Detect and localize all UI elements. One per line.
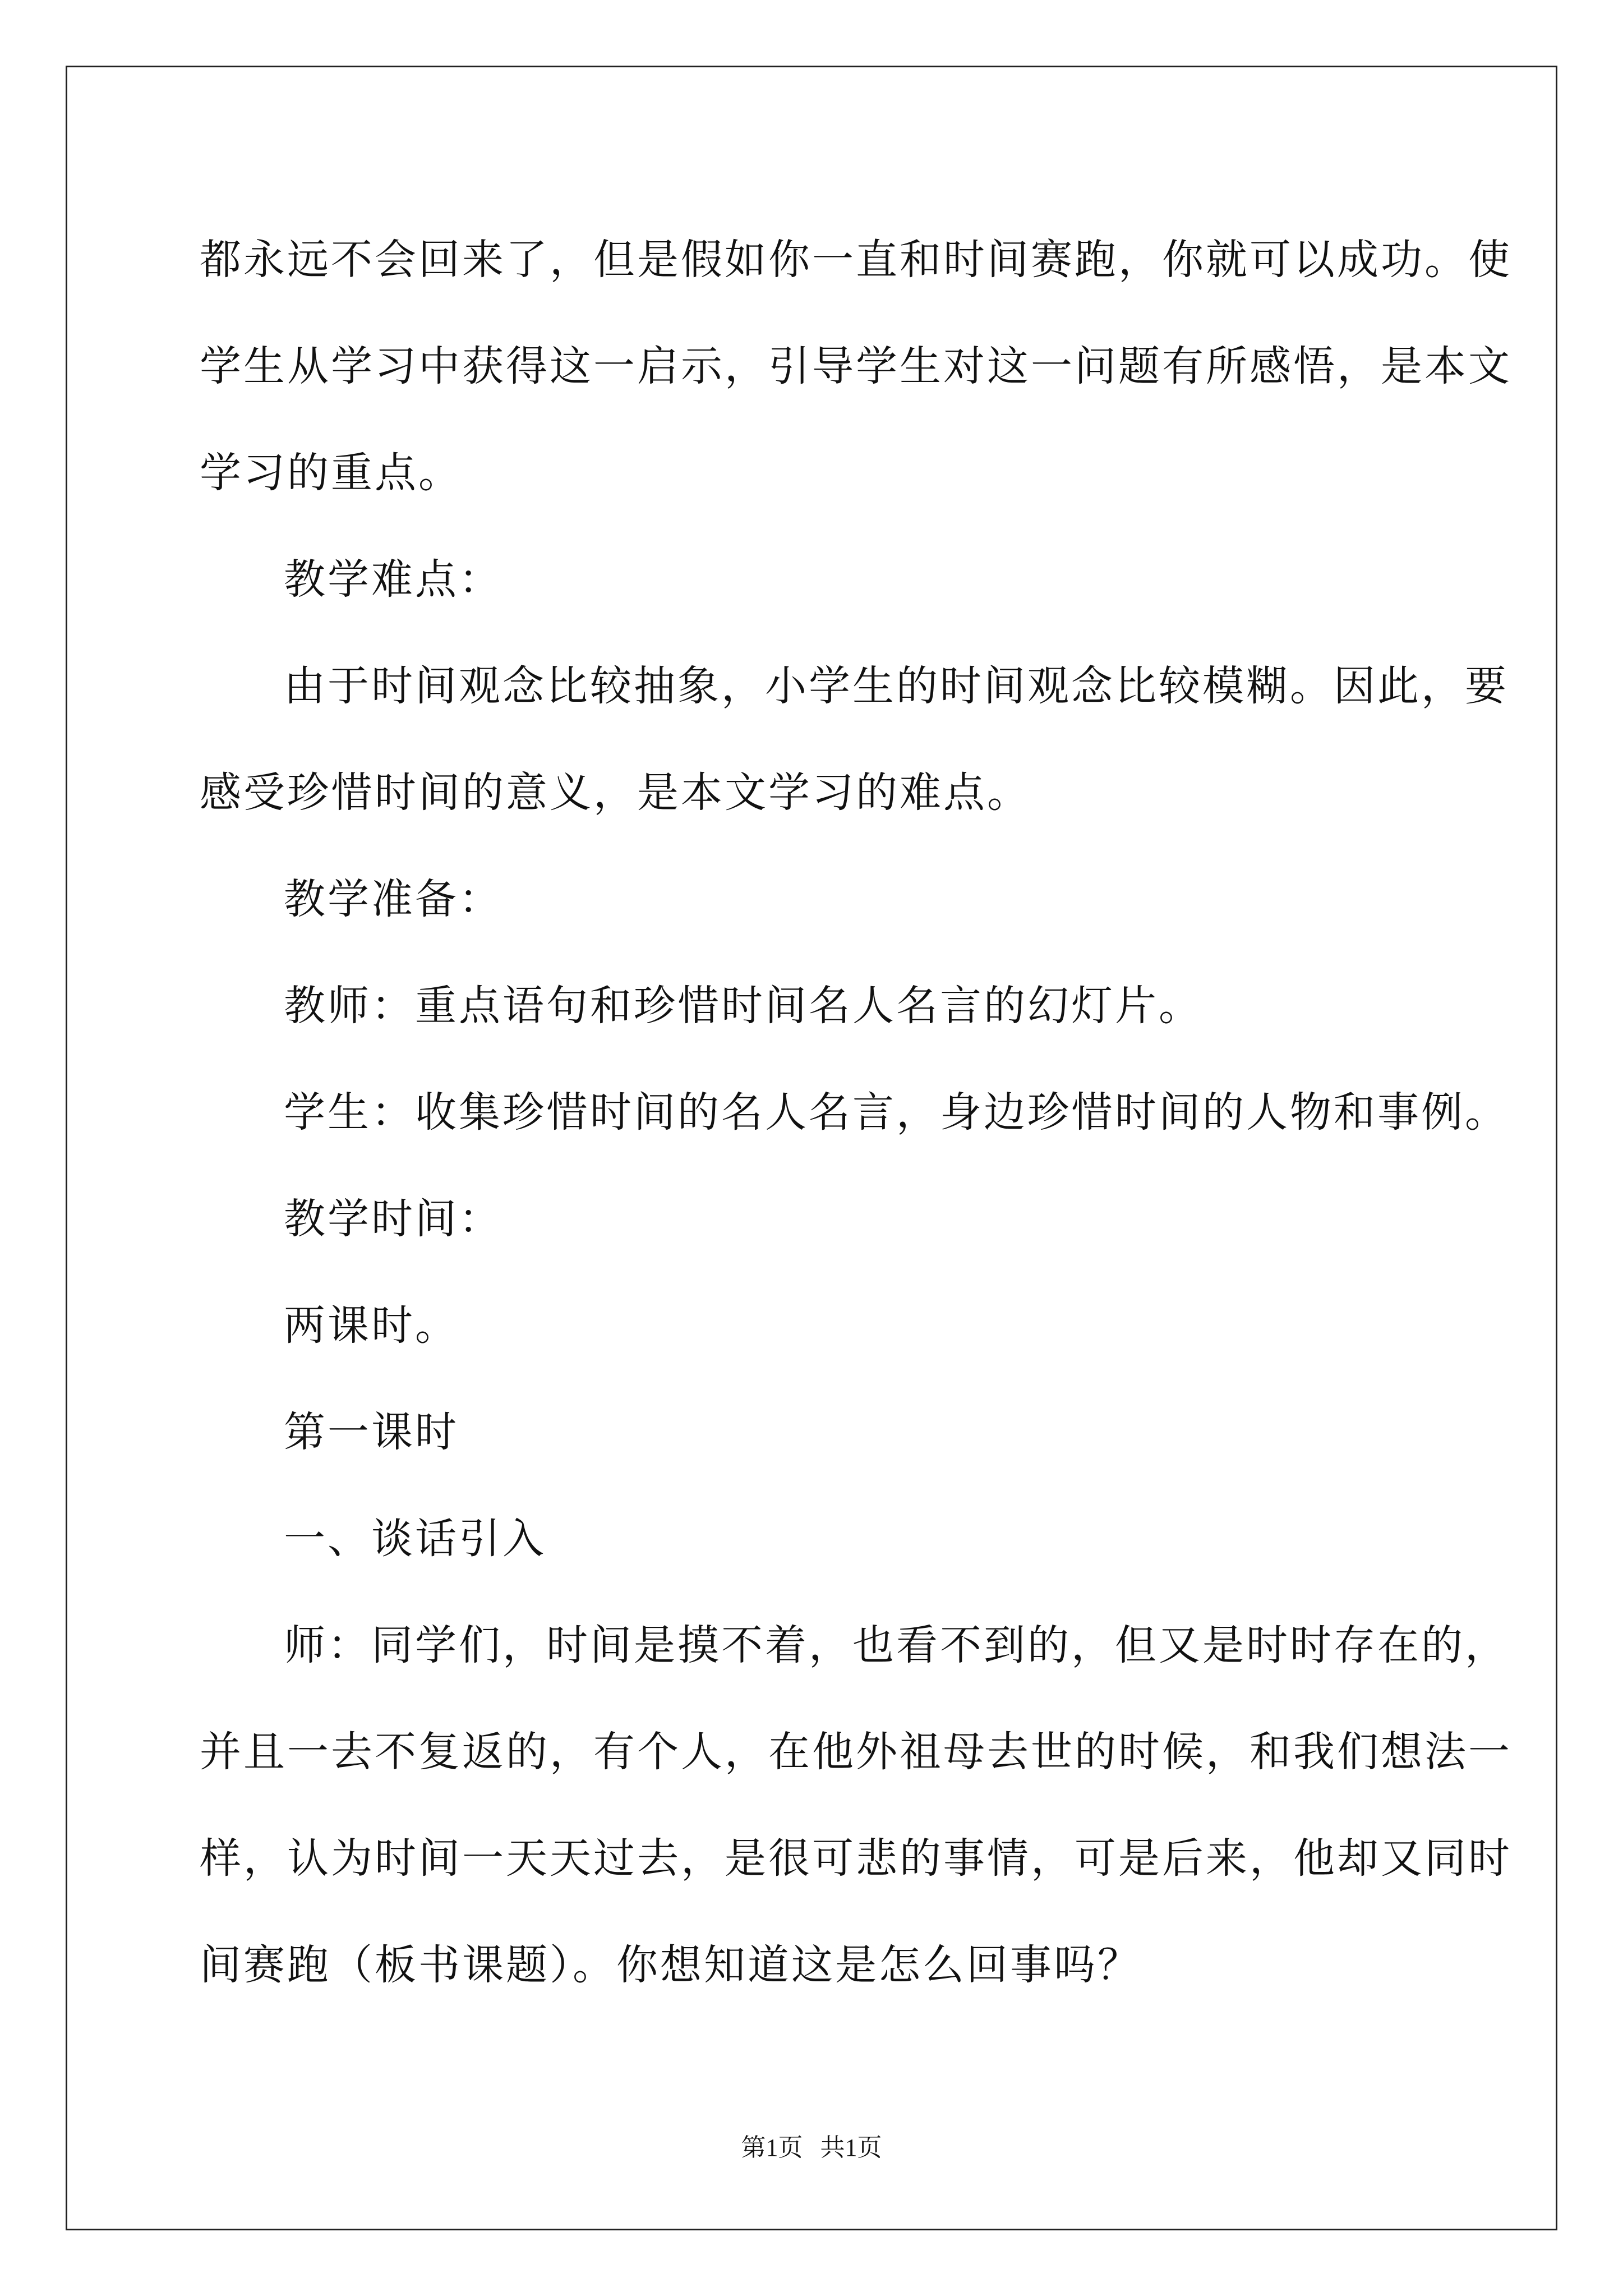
text-line: 学生从学习中获得这一启示，引导学生对这一问题有所感悟，是本文 bbox=[200, 342, 1512, 390]
section-heading-difficulty: 教学难点： bbox=[284, 555, 502, 604]
section-heading-time: 教学时间： bbox=[284, 1195, 502, 1243]
text-line: 教师：重点语句和珍惜时间名人名言的幻灯片。 bbox=[284, 982, 1202, 1030]
text-line: 样，认为时间一天天过去，是很可悲的事情，可是后来，他却又同时 bbox=[200, 1834, 1512, 1883]
text-line: 学习的重点。 bbox=[200, 449, 462, 497]
text-line: 间赛跑（板书课题）。你想知道这是怎么回事吗？ bbox=[200, 1941, 1141, 1989]
text-line: 由于时间观念比较抽象，小学生的时间观念比较模糊。因此，要 bbox=[284, 662, 1509, 710]
page-number: 第1页 bbox=[741, 2134, 803, 2161]
text-line: 两课时。 bbox=[284, 1301, 459, 1350]
section-heading-preparation: 教学准备： bbox=[284, 875, 502, 923]
text-line: 师：同学们，时间是摸不着，也看不到的，但又是时时存在的， bbox=[284, 1621, 1509, 1669]
text-line: 感受珍惜时间的意义，是本文学习的难点。 bbox=[200, 769, 1031, 817]
text-line: 并且一去不复返的，有个人，在他外祖母去世的时候，和我们想法一 bbox=[200, 1728, 1512, 1776]
section-heading-lesson-one: 第一课时 bbox=[284, 1408, 459, 1456]
document-body bbox=[200, 206, 1512, 2018]
page-total: 共1页 bbox=[820, 2134, 882, 2161]
page-footer bbox=[0, 2127, 1623, 2163]
text-line: 都永远不会回来了，但是假如你一直和时间赛跑，你就可以成功。使 bbox=[200, 236, 1512, 284]
section-heading-intro: 一、谈话引入 bbox=[284, 1515, 546, 1563]
text-line: 学生：收集珍惜时间的名人名言，身边珍惜时间的人物和事例。 bbox=[284, 1088, 1509, 1137]
